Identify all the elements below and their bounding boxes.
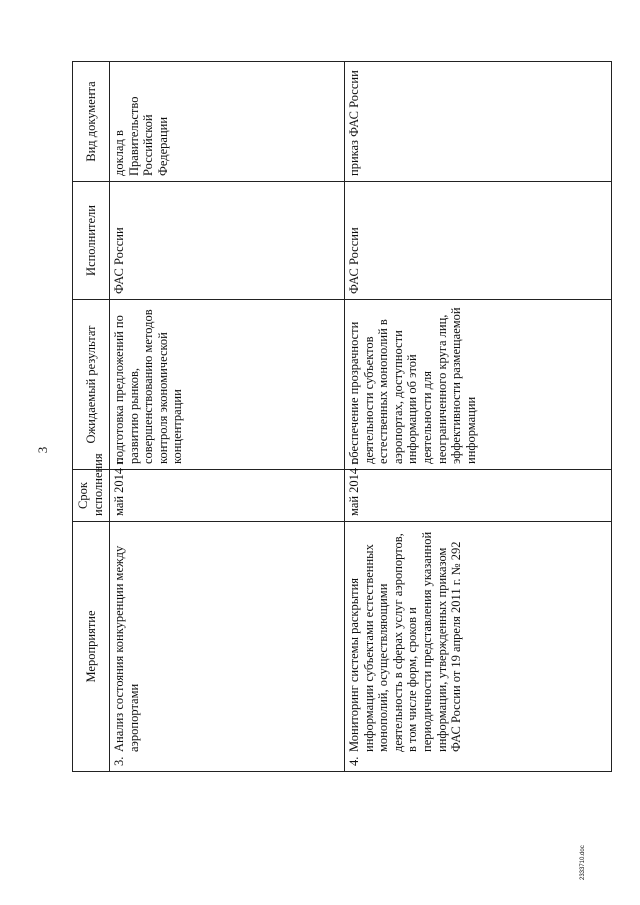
deadline-cell: май 2014 г.: [345, 470, 612, 522]
plan-table: [72, 61, 612, 772]
document-file-code: 2333710.doc: [580, 845, 586, 880]
page-number: 3: [35, 446, 50, 454]
deadline-cell: май 2014 г.: [110, 470, 345, 522]
doc-type-cell: доклад в Правительство Российской Федерации: [110, 62, 345, 182]
executors-cell: ФАС России: [110, 182, 345, 300]
table-header-row: [73, 62, 110, 772]
doc-type-cell: приказ ФАС России: [345, 62, 612, 182]
header-deadline: Срок исполнения: [73, 470, 110, 522]
row-number: 4.: [347, 756, 361, 766]
table-row: [110, 62, 345, 772]
executors-cell: ФАС России: [345, 182, 612, 300]
activity-text: Анализ состояния конкуренции между аэропортами: [112, 545, 141, 752]
header-result: Ожидаемый результат: [73, 300, 110, 470]
header-doc-type: Вид документа: [73, 62, 110, 182]
plan-table-rotated: [72, 62, 612, 772]
activity-text: Мониторинг системы раскрытия информации субъектами естественных монополий, осуществляющими деятельность в сферах услуг аэропортов, в том числе форм, сроков и периодичности представления указанной информации, утвержденных приказом ФАС России от 19 апреля 2011 г. № 292: [347, 531, 464, 752]
header-executors: Исполнители: [73, 182, 110, 300]
activity-cell: [345, 522, 612, 772]
activity-cell: [110, 522, 345, 772]
result-cell: обеспечение прозрачности деятельности субъектов естественных монополий в аэропортах, доступности информации об этой деятельности для неограниченного круга лиц, эффективности размещаемой информации: [345, 300, 612, 470]
header-activity: Мероприятие: [73, 522, 110, 772]
result-cell: подготовка предложений по развитию рынков, совершенствованию методов контроля экономической концентрации: [110, 300, 345, 470]
table-row: [345, 62, 612, 772]
row-number: 3.: [112, 756, 126, 766]
